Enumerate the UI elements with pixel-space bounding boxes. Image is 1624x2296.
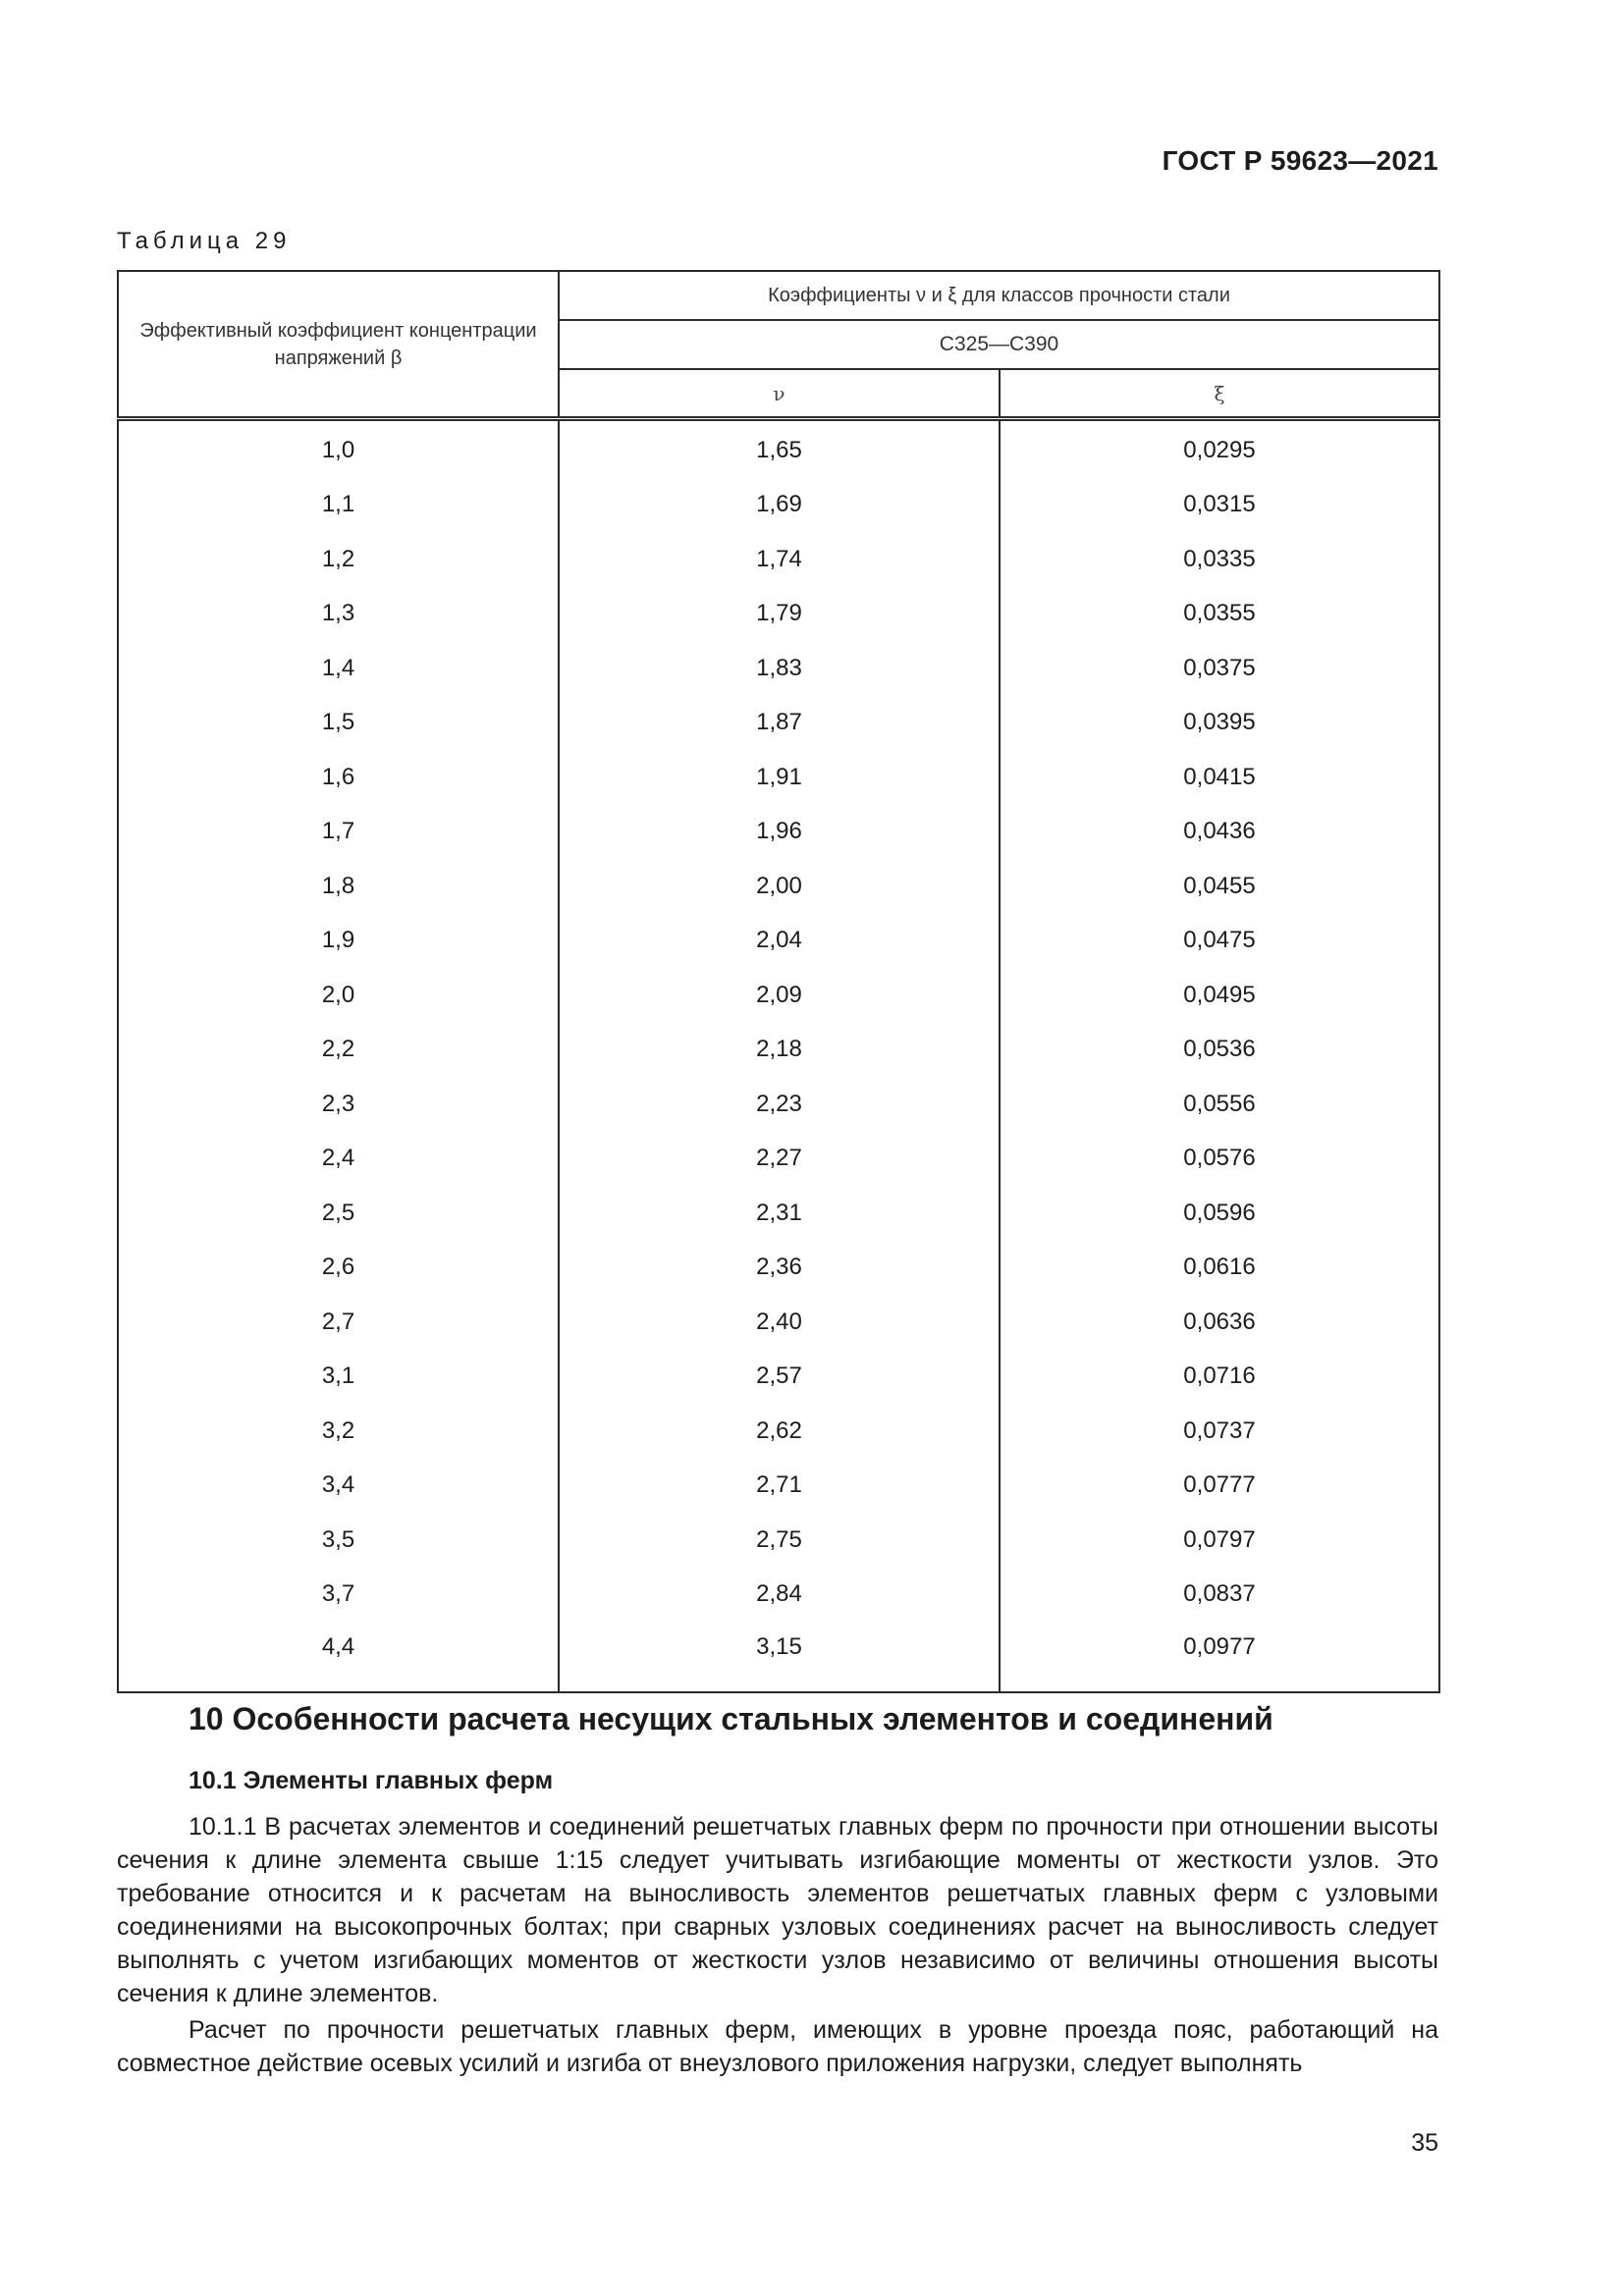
cell-beta: 1,4 bbox=[118, 641, 559, 696]
cell-nu: 1,87 bbox=[559, 696, 1000, 751]
cell-nu: 1,91 bbox=[559, 750, 1000, 805]
table-row bbox=[118, 1568, 1439, 1623]
cell-xi: 0,0395 bbox=[1000, 696, 1439, 751]
cell-xi: 0,0475 bbox=[1000, 914, 1439, 969]
cell-xi: 0,0455 bbox=[1000, 859, 1439, 914]
table-row bbox=[118, 1077, 1439, 1132]
cell-xi: 0,0797 bbox=[1000, 1513, 1439, 1568]
cell-beta: 2,3 bbox=[118, 1077, 559, 1132]
cell-nu: 2,40 bbox=[559, 1295, 1000, 1350]
cell-beta: 1,2 bbox=[118, 532, 559, 587]
table-row bbox=[118, 1404, 1439, 1459]
header-coefficients: Коэффициенты ν и ξ для классов прочности стали bbox=[559, 271, 1439, 320]
cell-nu: 1,69 bbox=[559, 478, 1000, 533]
table-row bbox=[118, 696, 1439, 751]
cell-beta: 1,5 bbox=[118, 696, 559, 751]
header-beta: Эффективный коэффициент концентрации напряжений β bbox=[118, 271, 559, 419]
paragraph: 10.1.1 В расчетах элементов и соединений решетчатых главных ферм по прочности при отношении высоты сечения к длине элемента свыше 1:15 следует учитывать изгибающие моменты от жесткости узлов. Это требование относится и к расчетам на выносливость элементов решетчатых главных ферм с узловыми соединениями на высокопрочных болтах; при сварных узловых соединениях расчет на выносливость следует выполнять с учетом изгибающих моментов от жесткости узлов независимо от величины отношения высоты сечения к длине элементов. bbox=[117, 1813, 1438, 2007]
table-row bbox=[118, 532, 1439, 587]
table-row bbox=[118, 419, 1439, 478]
header-xi: ξ bbox=[1000, 369, 1439, 419]
cell-xi: 0,0375 bbox=[1000, 641, 1439, 696]
cell-beta: 2,4 bbox=[118, 1132, 559, 1187]
cell-xi: 0,0596 bbox=[1000, 1186, 1439, 1241]
cell-nu: 2,23 bbox=[559, 1077, 1000, 1132]
table-row bbox=[118, 1241, 1439, 1296]
cell-xi: 0,0977 bbox=[1000, 1622, 1439, 1692]
cell-xi: 0,0536 bbox=[1000, 1023, 1439, 1078]
cell-nu: 2,62 bbox=[559, 1404, 1000, 1459]
cell-beta: 1,7 bbox=[118, 805, 559, 860]
cell-xi: 0,0737 bbox=[1000, 1404, 1439, 1459]
table-row bbox=[118, 478, 1439, 533]
section-heading: 10 Особенности расчета несущих стальных элементов и соединений bbox=[189, 1701, 1273, 1736]
table-row bbox=[118, 1513, 1439, 1568]
table-row bbox=[118, 859, 1439, 914]
cell-beta: 2,0 bbox=[118, 968, 559, 1023]
cell-nu: 1,65 bbox=[559, 419, 1000, 478]
subsection-heading: 10.1 Элементы главных ферм bbox=[189, 1767, 554, 1794]
cell-xi: 0,0616 bbox=[1000, 1241, 1439, 1296]
table-body bbox=[118, 419, 1439, 1693]
cell-nu: 3,15 bbox=[559, 1622, 1000, 1692]
table-caption: Таблица 29 bbox=[117, 228, 292, 254]
cell-beta: 1,8 bbox=[118, 859, 559, 914]
cell-beta: 2,7 bbox=[118, 1295, 559, 1350]
cell-nu: 2,04 bbox=[559, 914, 1000, 969]
table-row bbox=[118, 1023, 1439, 1078]
cell-nu: 2,31 bbox=[559, 1186, 1000, 1241]
cell-nu: 2,75 bbox=[559, 1513, 1000, 1568]
cell-nu: 1,74 bbox=[559, 532, 1000, 587]
cell-beta: 4,4 bbox=[118, 1622, 559, 1692]
cell-xi: 0,0716 bbox=[1000, 1350, 1439, 1405]
cell-xi: 0,0436 bbox=[1000, 805, 1439, 860]
table-row bbox=[118, 641, 1439, 696]
cell-beta: 3,2 bbox=[118, 1404, 559, 1459]
cell-beta: 3,5 bbox=[118, 1513, 559, 1568]
cell-beta: 2,5 bbox=[118, 1186, 559, 1241]
table-row bbox=[118, 587, 1439, 642]
table-29 bbox=[117, 270, 1438, 1693]
cell-nu: 1,83 bbox=[559, 641, 1000, 696]
table-row bbox=[118, 1350, 1439, 1405]
coefficients-table bbox=[117, 270, 1440, 1693]
cell-beta: 1,3 bbox=[118, 587, 559, 642]
table-row bbox=[118, 968, 1439, 1023]
cell-nu: 2,00 bbox=[559, 859, 1000, 914]
table-row bbox=[118, 805, 1439, 860]
cell-xi: 0,0295 bbox=[1000, 419, 1439, 478]
cell-xi: 0,0837 bbox=[1000, 1568, 1439, 1623]
cell-nu: 2,27 bbox=[559, 1132, 1000, 1187]
table-row bbox=[118, 1132, 1439, 1187]
cell-nu: 2,84 bbox=[559, 1568, 1000, 1623]
cell-nu: 2,57 bbox=[559, 1350, 1000, 1405]
cell-xi: 0,0576 bbox=[1000, 1132, 1439, 1187]
cell-nu: 2,36 bbox=[559, 1241, 1000, 1296]
cell-xi: 0,0495 bbox=[1000, 968, 1439, 1023]
cell-xi: 0,0335 bbox=[1000, 532, 1439, 587]
cell-nu: 1,79 bbox=[559, 587, 1000, 642]
cell-nu: 1,96 bbox=[559, 805, 1000, 860]
cell-beta: 1,1 bbox=[118, 478, 559, 533]
cell-beta: 3,1 bbox=[118, 1350, 559, 1405]
table-row bbox=[118, 1622, 1439, 1692]
cell-xi: 0,0777 bbox=[1000, 1459, 1439, 1514]
cell-xi: 0,0355 bbox=[1000, 587, 1439, 642]
table-row bbox=[118, 1459, 1439, 1514]
cell-xi: 0,0415 bbox=[1000, 750, 1439, 805]
cell-nu: 2,09 bbox=[559, 968, 1000, 1023]
cell-beta: 3,4 bbox=[118, 1459, 559, 1514]
cell-xi: 0,0636 bbox=[1000, 1295, 1439, 1350]
body-text bbox=[117, 1810, 1438, 2083]
table-row bbox=[118, 1295, 1439, 1350]
table-row bbox=[118, 750, 1439, 805]
paragraph: Расчет по прочности решетчатых главных ферм, имеющих в уровне проезда пояс, работающий на совместное действие осевых усилий и изгиба от внеузлового приложения нагрузки, следует выполнять bbox=[117, 2016, 1438, 2077]
cell-beta: 1,6 bbox=[118, 750, 559, 805]
header-steel-class: С325—С390 bbox=[559, 320, 1439, 369]
cell-nu: 2,71 bbox=[559, 1459, 1000, 1514]
table-row bbox=[118, 914, 1439, 969]
table-row bbox=[118, 1186, 1439, 1241]
cell-beta: 3,7 bbox=[118, 1568, 559, 1623]
cell-beta: 2,2 bbox=[118, 1023, 559, 1078]
page-number: 35 bbox=[1411, 2129, 1438, 2157]
cell-beta: 1,9 bbox=[118, 914, 559, 969]
cell-nu: 2,18 bbox=[559, 1023, 1000, 1078]
cell-beta: 2,6 bbox=[118, 1241, 559, 1296]
document-code: ГОСТ Р 59623—2021 bbox=[1162, 145, 1438, 176]
cell-beta: 1,0 bbox=[118, 419, 559, 478]
cell-xi: 0,0315 bbox=[1000, 478, 1439, 533]
cell-xi: 0,0556 bbox=[1000, 1077, 1439, 1132]
header-nu: ν bbox=[559, 369, 1000, 419]
